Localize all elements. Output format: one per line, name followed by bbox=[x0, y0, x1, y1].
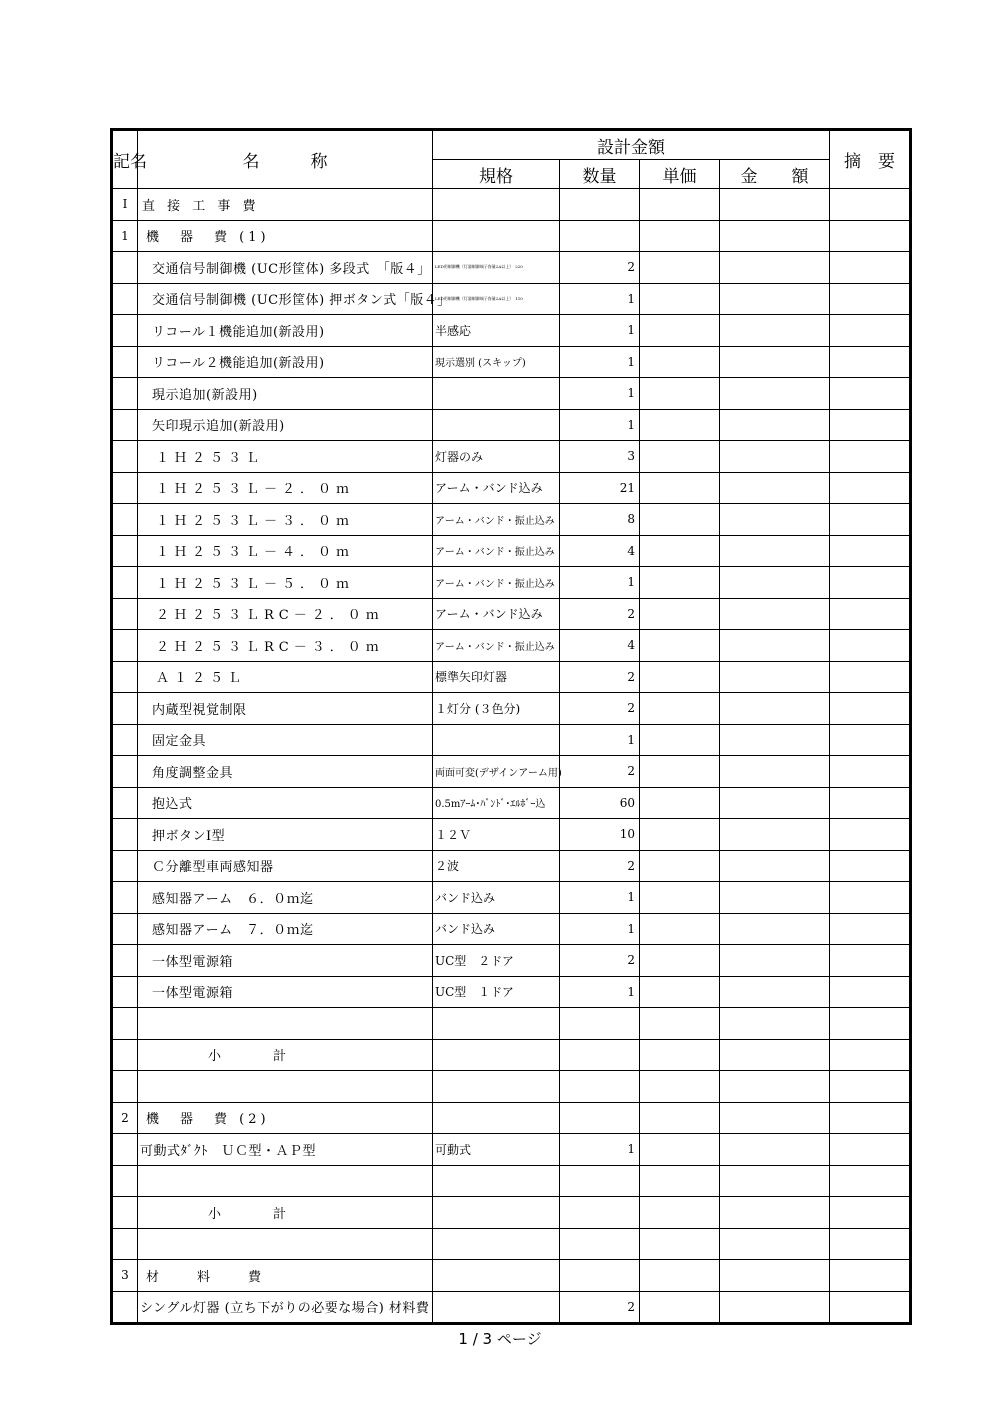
header-mark: 記名 bbox=[112, 130, 138, 189]
item-remarks bbox=[830, 1008, 911, 1040]
item-unit-price bbox=[640, 630, 720, 662]
row-number bbox=[112, 913, 138, 945]
table-row bbox=[112, 882, 911, 914]
item-qty: 1 bbox=[560, 567, 640, 599]
table-row bbox=[112, 819, 911, 851]
item-spec: 半感応 bbox=[433, 315, 560, 347]
item-qty: 1 bbox=[560, 724, 640, 756]
item-amount bbox=[720, 220, 830, 252]
item-spec: 0.5mｱｰﾑ･ﾊﾞﾝﾄﾞ･ｴﾙﾎﾞｰ込 bbox=[433, 787, 560, 819]
item-spec bbox=[433, 1228, 560, 1260]
table-row bbox=[112, 913, 911, 945]
page-number: 1 / 3 ページ bbox=[458, 1330, 542, 1348]
item-spec: バンド込み bbox=[433, 913, 560, 945]
item-amount bbox=[720, 945, 830, 977]
item-remarks bbox=[830, 976, 911, 1008]
item-qty bbox=[560, 1102, 640, 1134]
item-spec bbox=[433, 1165, 560, 1197]
item-unit-price bbox=[640, 1291, 720, 1324]
item-unit-price bbox=[640, 1134, 720, 1166]
item-unit-price bbox=[640, 1071, 720, 1103]
item-qty: 3 bbox=[560, 441, 640, 473]
row-number: Ⅰ bbox=[112, 189, 138, 221]
row-number bbox=[112, 756, 138, 788]
item-name: 角度調整金具 bbox=[138, 756, 433, 788]
item-qty bbox=[560, 1260, 640, 1292]
row-number bbox=[112, 409, 138, 441]
item-spec bbox=[433, 1197, 560, 1229]
item-amount bbox=[720, 1165, 830, 1197]
item-spec bbox=[433, 189, 560, 221]
item-amount bbox=[720, 315, 830, 347]
item-amount bbox=[720, 756, 830, 788]
item-qty: 21 bbox=[560, 472, 640, 504]
item-name: 現示追加(新設用) bbox=[138, 378, 433, 410]
table-row bbox=[112, 787, 911, 819]
item-remarks bbox=[830, 850, 911, 882]
item-unit-price bbox=[640, 252, 720, 284]
item-amount bbox=[720, 1291, 830, 1324]
item-amount bbox=[720, 441, 830, 473]
header-qty: 数量 bbox=[560, 160, 640, 189]
item-qty: 2 bbox=[560, 1291, 640, 1324]
row-number bbox=[112, 1134, 138, 1166]
item-name: 抱込式 bbox=[138, 787, 433, 819]
row-number bbox=[112, 945, 138, 977]
item-unit-price bbox=[640, 378, 720, 410]
item-name: リコール１機能追加(新設用) bbox=[138, 315, 433, 347]
item-qty: 4 bbox=[560, 630, 640, 662]
item-remarks bbox=[830, 1197, 911, 1229]
item-amount bbox=[720, 252, 830, 284]
item-unit-price bbox=[640, 189, 720, 221]
item-remarks bbox=[830, 567, 911, 599]
item-amount bbox=[720, 378, 830, 410]
item-remarks bbox=[830, 441, 911, 473]
item-unit-price bbox=[640, 756, 720, 788]
item-amount bbox=[720, 693, 830, 725]
item-spec bbox=[433, 1291, 560, 1324]
item-name: 交通信号制御機 (UC形筐体) 押ボタン式「版４」 bbox=[138, 283, 433, 315]
item-remarks bbox=[830, 661, 911, 693]
item-spec: アーム・バンド・振止込み bbox=[433, 630, 560, 662]
item-qty bbox=[560, 1039, 640, 1071]
item-name: リコール２機能追加(新設用) bbox=[138, 346, 433, 378]
item-spec bbox=[433, 1008, 560, 1040]
header-design-amount: 設計金額 bbox=[433, 130, 830, 160]
row-number bbox=[112, 976, 138, 1008]
item-unit-price bbox=[640, 945, 720, 977]
item-spec: 現示選別 (スキップ) bbox=[433, 346, 560, 378]
item-amount bbox=[720, 283, 830, 315]
item-name: 内蔵型視覚制限 bbox=[138, 693, 433, 725]
item-qty: 4 bbox=[560, 535, 640, 567]
item-unit-price bbox=[640, 819, 720, 851]
row-number bbox=[112, 693, 138, 725]
item-unit-price bbox=[640, 1228, 720, 1260]
item-spec: アーム・バンド込み bbox=[433, 472, 560, 504]
item-qty: 2 bbox=[560, 661, 640, 693]
item-spec: UC型 １ドア bbox=[433, 976, 560, 1008]
item-amount bbox=[720, 1134, 830, 1166]
row-number bbox=[112, 850, 138, 882]
row-number bbox=[112, 787, 138, 819]
item-unit-price bbox=[640, 409, 720, 441]
item-remarks bbox=[830, 315, 911, 347]
table-row bbox=[112, 1039, 911, 1071]
table-row bbox=[112, 1291, 911, 1324]
item-spec: アーム・バンド・振止込み bbox=[433, 567, 560, 599]
item-unit-price bbox=[640, 693, 720, 725]
item-name: Ａ１２５Ｌ bbox=[138, 661, 433, 693]
table-row bbox=[112, 220, 911, 252]
table-row bbox=[112, 1165, 911, 1197]
item-unit-price bbox=[640, 1008, 720, 1040]
row-number bbox=[112, 535, 138, 567]
item-amount bbox=[720, 661, 830, 693]
item-remarks bbox=[830, 882, 911, 914]
table-row bbox=[112, 567, 911, 599]
row-number bbox=[112, 283, 138, 315]
row-number bbox=[112, 1008, 138, 1040]
table-row bbox=[112, 630, 911, 662]
item-amount bbox=[720, 535, 830, 567]
item-remarks bbox=[830, 819, 911, 851]
item-unit-price bbox=[640, 535, 720, 567]
item-remarks bbox=[830, 378, 911, 410]
item-remarks bbox=[830, 598, 911, 630]
item-qty: 2 bbox=[560, 252, 640, 284]
row-number bbox=[112, 504, 138, 536]
row-number bbox=[112, 378, 138, 410]
item-amount bbox=[720, 882, 830, 914]
item-unit-price bbox=[640, 724, 720, 756]
item-unit-price bbox=[640, 441, 720, 473]
item-remarks bbox=[830, 630, 911, 662]
item-remarks bbox=[830, 283, 911, 315]
row-number bbox=[112, 819, 138, 851]
table-row bbox=[112, 756, 911, 788]
item-remarks bbox=[830, 535, 911, 567]
table-row bbox=[112, 1102, 911, 1134]
item-spec bbox=[433, 1039, 560, 1071]
row-number bbox=[112, 1039, 138, 1071]
item-qty: 10 bbox=[560, 819, 640, 851]
item-qty: 60 bbox=[560, 787, 640, 819]
row-number bbox=[112, 1165, 138, 1197]
item-spec: アーム・バンド・振止込み bbox=[433, 535, 560, 567]
item-name: 機 器 費 (2) bbox=[138, 1102, 433, 1134]
item-amount bbox=[720, 567, 830, 599]
row-number: 1 bbox=[112, 220, 138, 252]
item-amount bbox=[720, 850, 830, 882]
item-unit-price bbox=[640, 787, 720, 819]
item-qty: 1 bbox=[560, 1134, 640, 1166]
item-remarks bbox=[830, 409, 911, 441]
item-spec bbox=[433, 409, 560, 441]
item-name bbox=[138, 1228, 433, 1260]
header-spec: 規格 bbox=[433, 160, 560, 189]
row-number bbox=[112, 567, 138, 599]
table-row bbox=[112, 1134, 911, 1166]
item-remarks bbox=[830, 756, 911, 788]
table-row bbox=[112, 346, 911, 378]
item-qty: 1 bbox=[560, 378, 640, 410]
item-spec bbox=[433, 1102, 560, 1134]
item-amount bbox=[720, 630, 830, 662]
table-row bbox=[112, 1008, 911, 1040]
item-name: 機 器 費 (1) bbox=[138, 220, 433, 252]
header-name: 名 称 bbox=[138, 130, 433, 189]
item-spec: LED用制御機（灯器制御端子容量2A以上） 110 bbox=[433, 283, 560, 315]
item-name bbox=[138, 1071, 433, 1103]
item-qty: 1 bbox=[560, 346, 640, 378]
item-name: 感知器アーム ６．０ｍ迄 bbox=[138, 882, 433, 914]
item-name: 直 接 工 事 費 bbox=[138, 189, 433, 221]
item-qty bbox=[560, 1165, 640, 1197]
item-unit-price bbox=[640, 661, 720, 693]
table-row bbox=[112, 315, 911, 347]
header-unit-price: 単価 bbox=[640, 160, 720, 189]
item-qty: 1 bbox=[560, 882, 640, 914]
item-amount bbox=[720, 1071, 830, 1103]
table-row bbox=[112, 1228, 911, 1260]
item-name: 矢印現示追加(新設用) bbox=[138, 409, 433, 441]
item-amount bbox=[720, 1008, 830, 1040]
item-name: シングル灯器 (立ち下がりの必要な場合) 材料費 bbox=[138, 1291, 433, 1324]
item-remarks bbox=[830, 189, 911, 221]
item-spec: ２波 bbox=[433, 850, 560, 882]
item-spec bbox=[433, 220, 560, 252]
item-spec bbox=[433, 378, 560, 410]
item-amount bbox=[720, 976, 830, 1008]
row-number bbox=[112, 1071, 138, 1103]
item-spec: 標準矢印灯器 bbox=[433, 661, 560, 693]
item-qty: 1 bbox=[560, 976, 640, 1008]
item-amount bbox=[720, 724, 830, 756]
item-unit-price bbox=[640, 1165, 720, 1197]
item-remarks bbox=[830, 693, 911, 725]
item-remarks bbox=[830, 724, 911, 756]
table-row bbox=[112, 976, 911, 1008]
item-remarks bbox=[830, 504, 911, 536]
item-qty: 2 bbox=[560, 945, 640, 977]
item-amount bbox=[720, 346, 830, 378]
item-spec: １２Ｖ bbox=[433, 819, 560, 851]
table-row bbox=[112, 661, 911, 693]
row-number bbox=[112, 724, 138, 756]
item-name: 小 計 bbox=[138, 1197, 433, 1229]
item-spec: LED用制御機（灯器制御端子容量2A以上） 220 bbox=[433, 252, 560, 284]
item-spec bbox=[433, 1071, 560, 1103]
item-name: ２Ｈ２５３ＬRC－３．０ｍ bbox=[138, 630, 433, 662]
row-number bbox=[112, 315, 138, 347]
item-amount bbox=[720, 472, 830, 504]
table-row bbox=[112, 945, 911, 977]
item-amount bbox=[720, 913, 830, 945]
item-remarks bbox=[830, 1291, 911, 1324]
item-unit-price bbox=[640, 472, 720, 504]
item-remarks bbox=[830, 1071, 911, 1103]
table-row bbox=[112, 1071, 911, 1103]
item-qty bbox=[560, 1071, 640, 1103]
item-unit-price bbox=[640, 913, 720, 945]
table-row bbox=[112, 441, 911, 473]
table-row bbox=[112, 535, 911, 567]
item-qty: 1 bbox=[560, 283, 640, 315]
table-row bbox=[112, 598, 911, 630]
row-number bbox=[112, 252, 138, 284]
table-row bbox=[112, 693, 911, 725]
item-amount bbox=[720, 787, 830, 819]
item-spec: アーム・バンド込み bbox=[433, 598, 560, 630]
item-amount bbox=[720, 409, 830, 441]
item-name: 一体型電源箱 bbox=[138, 976, 433, 1008]
row-number bbox=[112, 472, 138, 504]
item-unit-price bbox=[640, 976, 720, 1008]
item-spec: 可動式 bbox=[433, 1134, 560, 1166]
item-remarks bbox=[830, 1260, 911, 1292]
item-qty: 2 bbox=[560, 693, 640, 725]
item-remarks bbox=[830, 1102, 911, 1134]
item-unit-price bbox=[640, 1102, 720, 1134]
item-remarks bbox=[830, 913, 911, 945]
table-row bbox=[112, 252, 911, 284]
row-number bbox=[112, 598, 138, 630]
row-number: 2 bbox=[112, 1102, 138, 1134]
item-name: 押ボタンⅠ型 bbox=[138, 819, 433, 851]
table-row bbox=[112, 1260, 911, 1292]
item-name: １Ｈ２５３Ｌ－４．０ｍ bbox=[138, 535, 433, 567]
estimate-table bbox=[110, 128, 912, 1325]
item-name: 材 料 費 bbox=[138, 1260, 433, 1292]
item-qty: 2 bbox=[560, 598, 640, 630]
item-amount bbox=[720, 504, 830, 536]
item-name: １Ｈ２５３Ｌ－３．０ｍ bbox=[138, 504, 433, 536]
header-remarks: 摘 要 bbox=[830, 130, 911, 189]
table-row bbox=[112, 472, 911, 504]
item-name bbox=[138, 1165, 433, 1197]
item-spec bbox=[433, 1260, 560, 1292]
item-qty bbox=[560, 189, 640, 221]
row-number bbox=[112, 346, 138, 378]
item-spec bbox=[433, 724, 560, 756]
item-qty: 1 bbox=[560, 409, 640, 441]
item-unit-price bbox=[640, 346, 720, 378]
item-unit-price bbox=[640, 850, 720, 882]
item-spec: 灯器のみ bbox=[433, 441, 560, 473]
table-row bbox=[112, 850, 911, 882]
table-row bbox=[112, 724, 911, 756]
item-qty bbox=[560, 1008, 640, 1040]
row-number bbox=[112, 1291, 138, 1324]
item-qty bbox=[560, 220, 640, 252]
row-number: 3 bbox=[112, 1260, 138, 1292]
item-unit-price bbox=[640, 283, 720, 315]
item-name bbox=[138, 1008, 433, 1040]
table-row bbox=[112, 409, 911, 441]
item-unit-price bbox=[640, 598, 720, 630]
item-amount bbox=[720, 1197, 830, 1229]
item-qty bbox=[560, 1228, 640, 1260]
table-row bbox=[112, 504, 911, 536]
item-remarks bbox=[830, 787, 911, 819]
table-row bbox=[112, 189, 911, 221]
header-amount: 金 額 bbox=[720, 160, 830, 189]
item-amount bbox=[720, 1260, 830, 1292]
item-name: １Ｈ２５３Ｌ－２．０ｍ bbox=[138, 472, 433, 504]
item-remarks bbox=[830, 1165, 911, 1197]
table-row bbox=[112, 378, 911, 410]
item-amount bbox=[720, 189, 830, 221]
item-name: 交通信号制御機 (UC形筐体) 多段式 「版４」 bbox=[138, 252, 433, 284]
item-name: Ｃ分離型車両感知器 bbox=[138, 850, 433, 882]
item-remarks bbox=[830, 346, 911, 378]
item-qty: 1 bbox=[560, 913, 640, 945]
header-row-1 bbox=[112, 130, 911, 160]
item-spec: １灯分 (３色分) bbox=[433, 693, 560, 725]
item-name: 固定金具 bbox=[138, 724, 433, 756]
item-unit-price bbox=[640, 1197, 720, 1229]
item-unit-price bbox=[640, 504, 720, 536]
item-name: 可動式ﾀﾞｸﾄ ＵＣ型・ＡＰ型 bbox=[138, 1134, 433, 1166]
item-qty: 1 bbox=[560, 315, 640, 347]
item-spec: バンド込み bbox=[433, 882, 560, 914]
table-row bbox=[112, 283, 911, 315]
item-unit-price bbox=[640, 882, 720, 914]
row-number bbox=[112, 661, 138, 693]
item-name: 一体型電源箱 bbox=[138, 945, 433, 977]
item-remarks bbox=[830, 1228, 911, 1260]
table-row bbox=[112, 1197, 911, 1229]
item-name: 小 計 bbox=[138, 1039, 433, 1071]
item-amount bbox=[720, 1039, 830, 1071]
item-qty: 8 bbox=[560, 504, 640, 536]
item-remarks bbox=[830, 1039, 911, 1071]
item-remarks bbox=[830, 472, 911, 504]
item-remarks bbox=[830, 945, 911, 977]
item-qty: 2 bbox=[560, 850, 640, 882]
item-unit-price bbox=[640, 220, 720, 252]
item-name: 感知器アーム ７．０ｍ迄 bbox=[138, 913, 433, 945]
row-number bbox=[112, 1197, 138, 1229]
row-number bbox=[112, 1228, 138, 1260]
item-amount bbox=[720, 1228, 830, 1260]
item-remarks bbox=[830, 252, 911, 284]
item-unit-price bbox=[640, 1039, 720, 1071]
item-name: １Ｈ２５３Ｌ bbox=[138, 441, 433, 473]
row-number bbox=[112, 441, 138, 473]
item-spec: UC型 ２ドア bbox=[433, 945, 560, 977]
row-number bbox=[112, 882, 138, 914]
item-spec: 両面可変(デザインアーム用) bbox=[433, 756, 560, 788]
item-qty: 2 bbox=[560, 756, 640, 788]
item-spec: アーム・バンド・振止込み bbox=[433, 504, 560, 536]
row-number bbox=[112, 630, 138, 662]
item-amount bbox=[720, 598, 830, 630]
item-name: １Ｈ２５３Ｌ－５．０ｍ bbox=[138, 567, 433, 599]
item-unit-price bbox=[640, 1260, 720, 1292]
item-unit-price bbox=[640, 315, 720, 347]
item-amount bbox=[720, 819, 830, 851]
item-qty bbox=[560, 1197, 640, 1229]
item-unit-price bbox=[640, 567, 720, 599]
item-name: ２Ｈ２５３ＬRC－２．０ｍ bbox=[138, 598, 433, 630]
item-remarks bbox=[830, 220, 911, 252]
item-remarks bbox=[830, 1134, 911, 1166]
item-amount bbox=[720, 1102, 830, 1134]
